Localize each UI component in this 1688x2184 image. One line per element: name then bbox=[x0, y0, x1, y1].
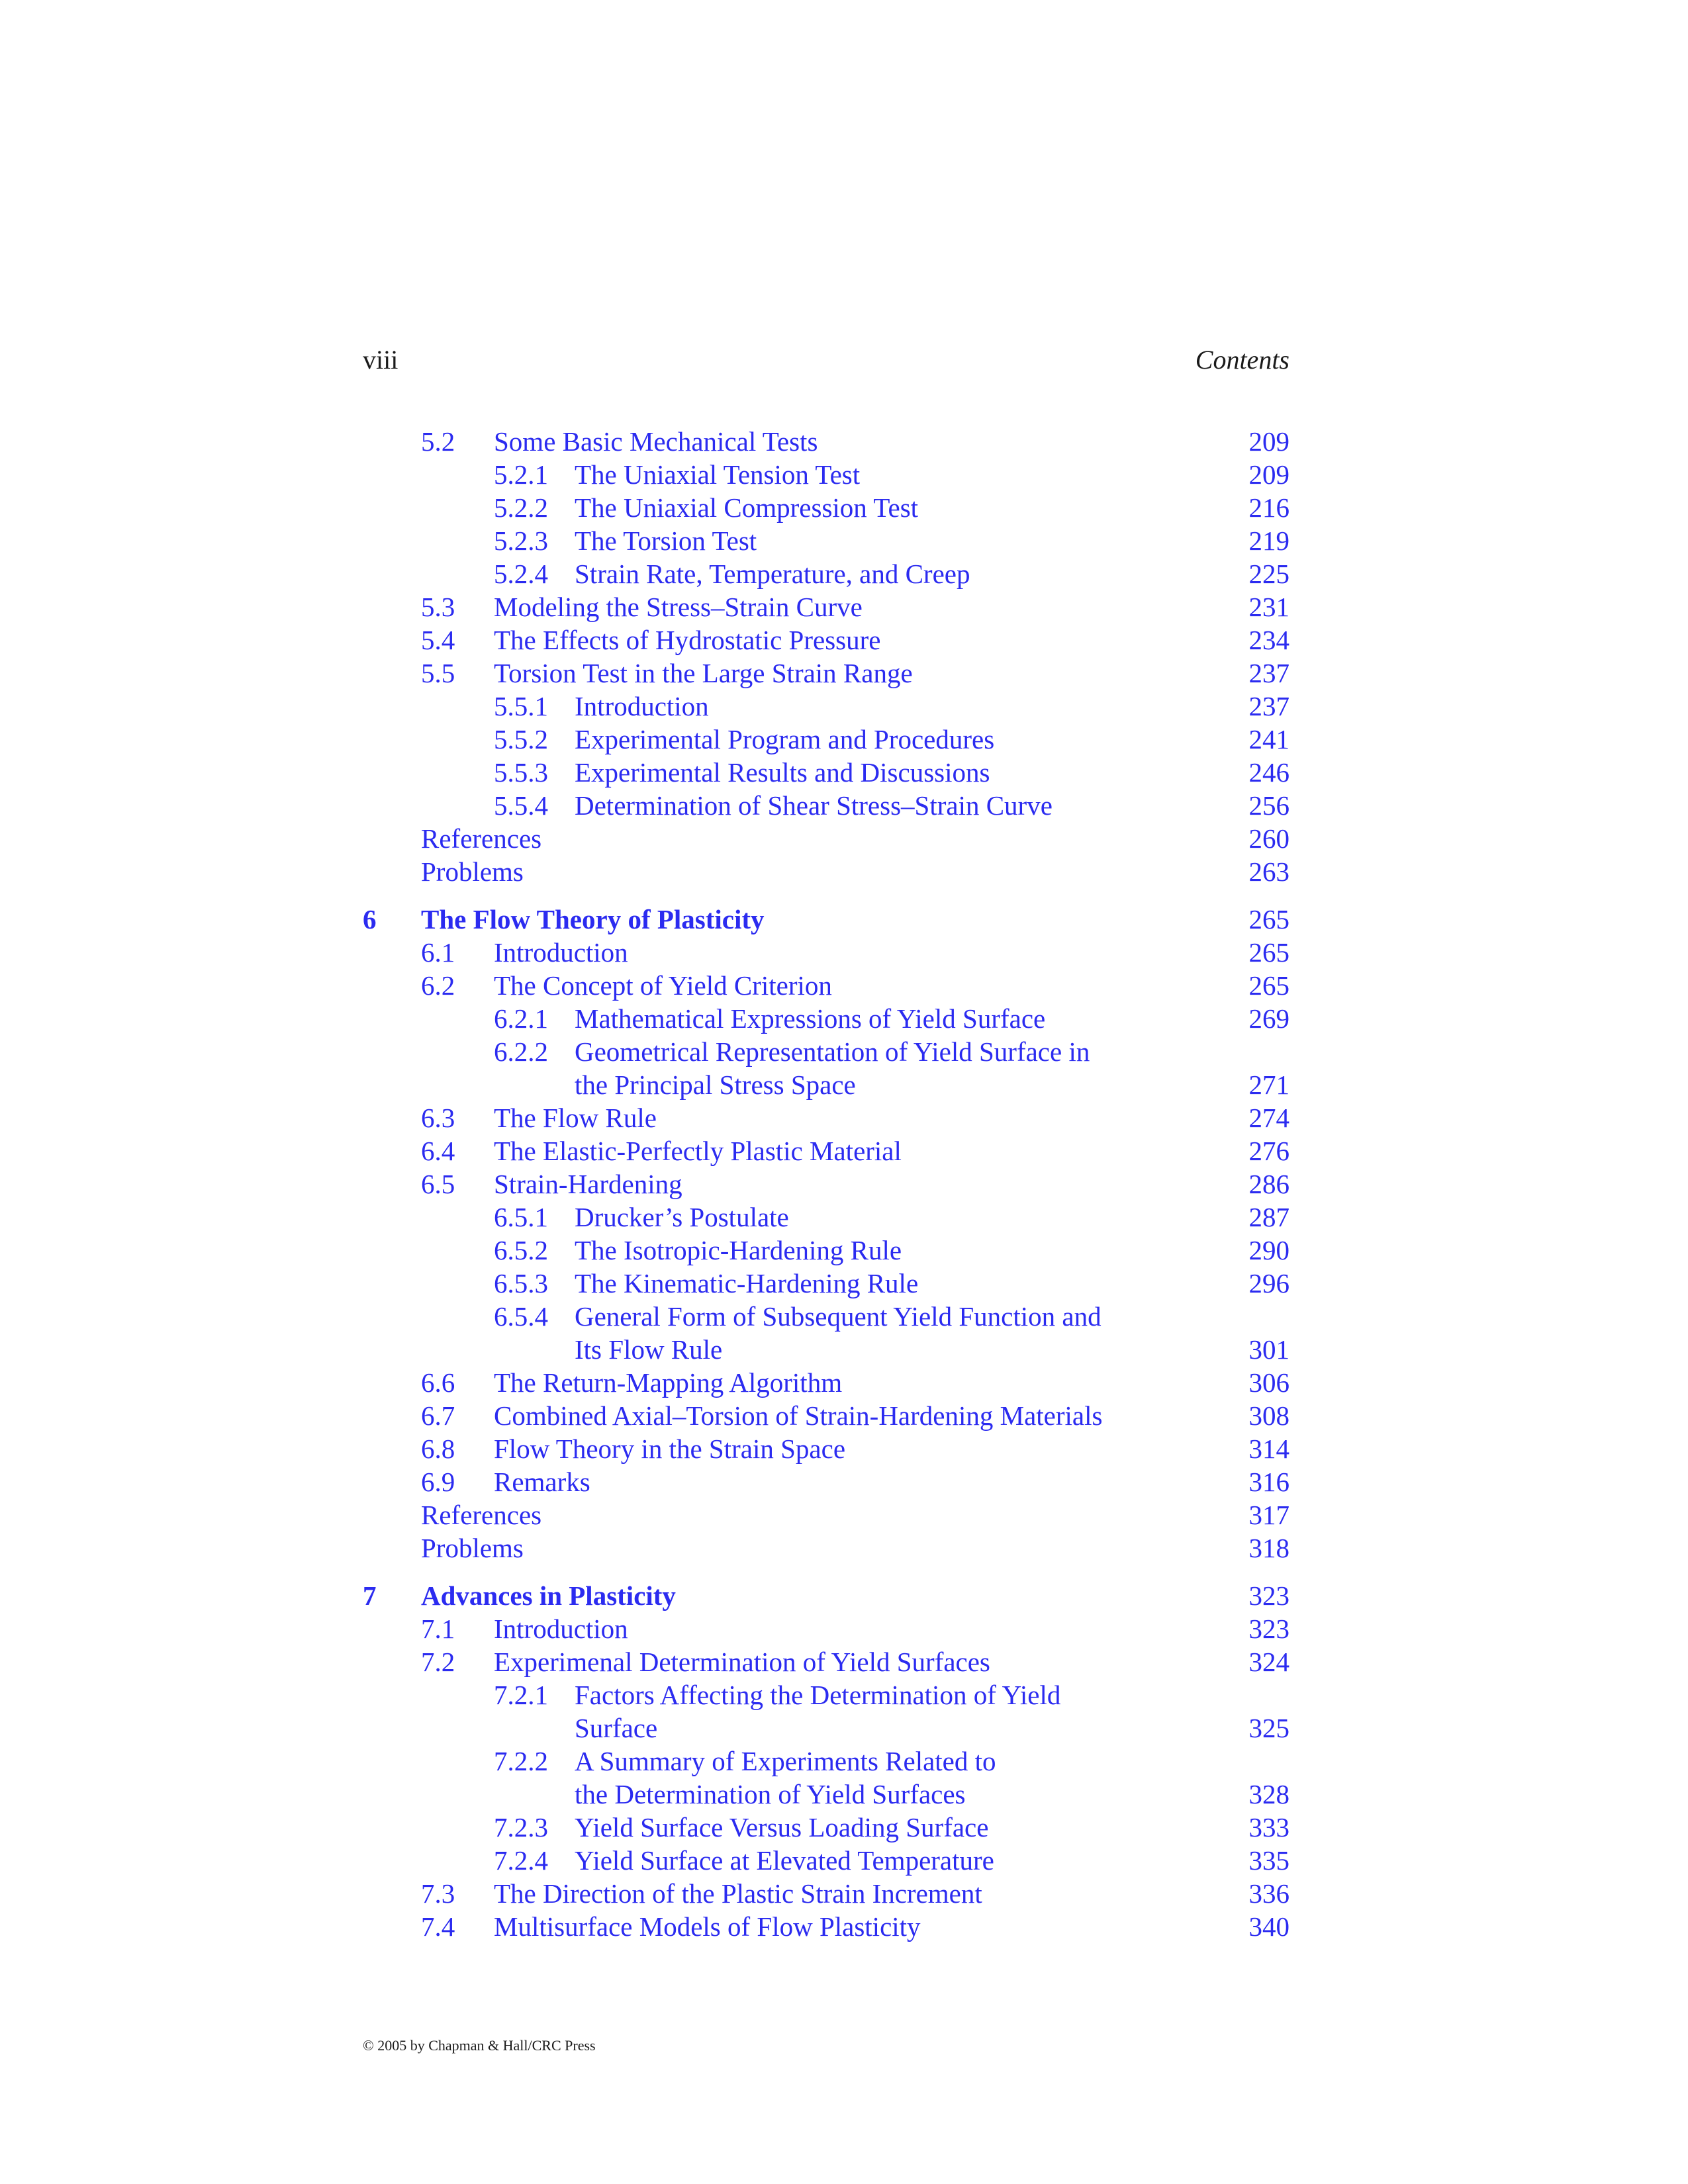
toc-entry-title bbox=[494, 425, 818, 458]
toc-entry-title bbox=[494, 1612, 628, 1645]
toc-entry-title bbox=[421, 1498, 541, 1531]
toc-entry-title-line: The Effects of Hydrostatic Pressure bbox=[494, 625, 881, 655]
toc-entry-number: 6.5.2 bbox=[494, 1235, 548, 1265]
toc-entry-number: 5.5.4 bbox=[494, 790, 548, 821]
toc-entry-title bbox=[421, 822, 541, 855]
toc-entry-title bbox=[494, 1877, 982, 1910]
toc-entry-sub[interactable] bbox=[363, 1201, 1289, 1234]
toc-entry-number: 5.2 bbox=[421, 426, 455, 457]
toc-entry-page-number: 269 bbox=[1248, 1003, 1289, 1034]
toc-entry-title-line: General Form of Subsequent Yield Function and bbox=[575, 1301, 1102, 1332]
toc-entry-sub[interactable] bbox=[363, 1002, 1289, 1035]
toc-entry-backmatter[interactable] bbox=[363, 855, 1289, 888]
toc-entry-title-line: Mathematical Expressions of Yield Surface bbox=[575, 1003, 1046, 1034]
toc-entry-number: 6.5.1 bbox=[494, 1202, 548, 1232]
toc-entry-number: 5.5.3 bbox=[494, 757, 548, 788]
copyright-footer: © 2005 by Chapman & Hall/CRC Press bbox=[363, 2037, 596, 2054]
toc-entry-page-number: 209 bbox=[1248, 426, 1289, 457]
toc-entry-title bbox=[494, 623, 880, 657]
toc-entry-number: 7.2.1 bbox=[494, 1680, 548, 1710]
toc-entry-title bbox=[421, 1531, 524, 1565]
page-folio: viii bbox=[363, 345, 399, 375]
toc-entry-title bbox=[575, 1300, 1102, 1366]
toc-entry-title-line: Introduction bbox=[494, 937, 628, 968]
toc-entry-sub[interactable] bbox=[363, 1844, 1289, 1877]
toc-entry-title-line: A Summary of Experiments Related to bbox=[575, 1746, 996, 1776]
toc-entry-title-line: The Torsion Test bbox=[575, 525, 757, 556]
toc-entry-page-number: 314 bbox=[1248, 1433, 1289, 1464]
toc-entry-title bbox=[575, 723, 994, 756]
toc-entry-page-number: 306 bbox=[1248, 1367, 1289, 1398]
toc-entry-chapter[interactable] bbox=[363, 1579, 1289, 1612]
toc-entry-page-number: 265 bbox=[1248, 904, 1289, 934]
toc-entry-number: 6.9 bbox=[421, 1467, 455, 1497]
toc-entry-title-line: Remarks bbox=[494, 1467, 590, 1497]
toc-entry-page-number: 216 bbox=[1248, 492, 1289, 523]
toc-entry-title-line: Problems bbox=[421, 856, 524, 887]
toc-entry-title bbox=[494, 590, 863, 623]
toc-entry-page-number: 241 bbox=[1248, 724, 1289, 754]
toc-entry-number: 6.5 bbox=[421, 1169, 455, 1199]
toc-entry-sub[interactable] bbox=[363, 789, 1289, 822]
toc-entry-number: 6.2 bbox=[421, 970, 455, 1001]
toc-entry-page-number: 324 bbox=[1248, 1647, 1289, 1677]
toc-entry-section[interactable] bbox=[363, 657, 1289, 690]
toc-entry-page-number: 219 bbox=[1248, 525, 1289, 556]
toc-entry-number: 6 bbox=[363, 904, 377, 934]
toc-entry-page-number: 265 bbox=[1248, 970, 1289, 1001]
toc-entry-title bbox=[575, 1201, 789, 1234]
toc-entry-title-line: Determination of Shear Stress–Strain Curve bbox=[575, 790, 1053, 821]
toc-entry-page-number: 225 bbox=[1248, 559, 1289, 589]
running-title: Contents bbox=[1195, 345, 1289, 375]
toc-entry-sub[interactable] bbox=[363, 1234, 1289, 1267]
toc-entry-title-line: The Direction of the Plastic Strain Increment bbox=[494, 1878, 982, 1909]
toc-entry-number: 7.2.3 bbox=[494, 1812, 548, 1843]
toc-entry-number: 7.2 bbox=[421, 1647, 455, 1677]
toc-entry-sub[interactable] bbox=[363, 723, 1289, 756]
running-head bbox=[363, 344, 1289, 384]
toc-entry-page-number: 301 bbox=[1248, 1334, 1289, 1365]
toc-entry-title-continuation: Surface bbox=[575, 1713, 658, 1743]
toc-entry-chapter[interactable] bbox=[363, 903, 1289, 936]
toc-entry-title-line: Geometrical Representation of Yield Surface in bbox=[575, 1036, 1090, 1067]
toc-entry-page-number: 308 bbox=[1248, 1400, 1289, 1431]
toc-entry-number: 6.5.3 bbox=[494, 1268, 548, 1298]
toc-entry-title-line: Strain-Hardening bbox=[494, 1169, 682, 1199]
toc-entry-section[interactable] bbox=[363, 1366, 1289, 1399]
toc-entry-section[interactable] bbox=[363, 1101, 1289, 1134]
toc-entry-number: 6.8 bbox=[421, 1433, 455, 1464]
toc-entry-number: 6.7 bbox=[421, 1400, 455, 1431]
toc-entry-section[interactable] bbox=[363, 1432, 1289, 1465]
toc-entry-page-number: 333 bbox=[1248, 1812, 1289, 1843]
toc-entry-title-continuation: the Principal Stress Space bbox=[575, 1069, 856, 1100]
toc-entry-page-number: 328 bbox=[1248, 1779, 1289, 1809]
toc-entry-title-line: Modeling the Stress–Strain Curve bbox=[494, 592, 863, 622]
toc-entry-number: 5.5 bbox=[421, 658, 455, 688]
toc-entry-title-line: Introduction bbox=[575, 691, 709, 721]
toc-entry-title bbox=[575, 1267, 918, 1300]
toc-entry-section[interactable] bbox=[363, 969, 1289, 1002]
toc-entry-title-line: Yield Surface at Elevated Temperature bbox=[575, 1845, 994, 1876]
toc-entry-page-number: 237 bbox=[1248, 691, 1289, 721]
toc-entry-sub[interactable] bbox=[363, 1300, 1289, 1366]
toc-entry-title-line: Some Basic Mechanical Tests bbox=[494, 426, 818, 457]
toc-entry-page-number: 323 bbox=[1248, 1614, 1289, 1644]
toc-entry-number: 7.2.2 bbox=[494, 1746, 548, 1776]
toc-entry-page-number: 231 bbox=[1248, 592, 1289, 622]
toc-entry-title-continuation: the Determination of Yield Surfaces bbox=[575, 1779, 966, 1809]
toc-entry-title-line: Strain Rate, Temperature, and Creep bbox=[575, 559, 970, 589]
toc-entry-page-number: 271 bbox=[1248, 1069, 1289, 1100]
toc-entry-sub[interactable] bbox=[363, 1035, 1289, 1101]
toc-entry-number: 7.4 bbox=[421, 1911, 455, 1942]
toc-entry-number: 7 bbox=[363, 1580, 377, 1611]
toc-entry-title bbox=[575, 1035, 1090, 1101]
toc-entry-page-number: 318 bbox=[1248, 1533, 1289, 1563]
toc-entry-title bbox=[575, 458, 860, 491]
toc-entry-sub[interactable] bbox=[363, 458, 1289, 491]
toc-entry-title-line: The Return-Mapping Algorithm bbox=[494, 1367, 843, 1398]
toc-entry-section[interactable] bbox=[363, 1134, 1289, 1167]
toc-entry-page-number: 274 bbox=[1248, 1103, 1289, 1133]
toc-entry-section[interactable] bbox=[363, 590, 1289, 623]
toc-entry-title-line: The Elastic-Perfectly Plastic Material bbox=[494, 1136, 902, 1166]
toc-entry-title bbox=[494, 936, 628, 969]
toc-entry-title-line: The Uniaxial Compression Test bbox=[575, 492, 919, 523]
toc-entry-title bbox=[494, 1134, 902, 1167]
toc-entry-section[interactable] bbox=[363, 1465, 1289, 1498]
toc-entry-sub[interactable] bbox=[363, 1811, 1289, 1844]
toc-entry-page-number: 287 bbox=[1248, 1202, 1289, 1232]
toc-entry-backmatter[interactable] bbox=[363, 1531, 1289, 1565]
toc-entry-title-line: The Concept of Yield Criterion bbox=[494, 970, 832, 1001]
toc-entry-number: 6.2.1 bbox=[494, 1003, 548, 1034]
toc-entry-title-line: Experimental Program and Procedures bbox=[575, 724, 995, 754]
toc-entry-page-number: 335 bbox=[1248, 1845, 1289, 1876]
toc-entry-number: 6.6 bbox=[421, 1367, 455, 1398]
toc-entry-section[interactable] bbox=[363, 425, 1289, 458]
toc-entry-page-number: 286 bbox=[1248, 1169, 1289, 1199]
toc-entry-page-number: 260 bbox=[1248, 823, 1289, 854]
toc-entry-title bbox=[421, 855, 524, 888]
toc-entry-number: 6.5.4 bbox=[494, 1301, 548, 1332]
table-of-contents bbox=[363, 425, 1289, 1943]
toc-entry-title bbox=[575, 789, 1053, 822]
toc-entry-title bbox=[421, 903, 765, 936]
toc-entry-title bbox=[494, 657, 913, 690]
toc-entry-title-line: Torsion Test in the Large Strain Range bbox=[494, 658, 913, 688]
toc-entry-number: 7.3 bbox=[421, 1878, 455, 1909]
toc-entry-title bbox=[575, 1002, 1045, 1035]
toc-entry-title-line: References bbox=[421, 1500, 542, 1530]
toc-entry-section[interactable] bbox=[363, 1612, 1289, 1645]
toc-entry-title-line: Factors Affecting the Determination of Yield bbox=[575, 1680, 1061, 1710]
toc-entry-page-number: 246 bbox=[1248, 757, 1289, 788]
toc-entry-number: 5.5.1 bbox=[494, 691, 548, 721]
toc-entry-page-number: 209 bbox=[1248, 459, 1289, 490]
toc-entry-section[interactable] bbox=[363, 623, 1289, 657]
toc-entry-title-line: The Kinematic-Hardening Rule bbox=[575, 1268, 919, 1298]
toc-entry-number: 6.2.2 bbox=[494, 1036, 548, 1067]
toc-entry-title bbox=[494, 1910, 921, 1943]
toc-entry-title bbox=[575, 690, 709, 723]
toc-entry-page-number: 237 bbox=[1248, 658, 1289, 688]
toc-entry-page-number: 276 bbox=[1248, 1136, 1289, 1166]
toc-entry-title bbox=[494, 1167, 682, 1201]
toc-entry-title-continuation: Its Flow Rule bbox=[575, 1334, 723, 1365]
toc-entry-title bbox=[575, 1844, 994, 1877]
toc-entry-section[interactable] bbox=[363, 1645, 1289, 1678]
page bbox=[363, 344, 1289, 1943]
toc-entry-number: 6.4 bbox=[421, 1136, 455, 1166]
toc-entry-title-line: Problems bbox=[421, 1533, 524, 1563]
toc-entry-number: 7.1 bbox=[421, 1614, 455, 1644]
toc-entry-title-line: References bbox=[421, 823, 542, 854]
toc-entry-number: 5.2.1 bbox=[494, 459, 548, 490]
toc-entry-page-number: 290 bbox=[1248, 1235, 1289, 1265]
toc-entry-title-line: Experimental Results and Discussions bbox=[575, 757, 990, 788]
toc-entry-title bbox=[575, 1745, 996, 1811]
toc-entry-page-number: 296 bbox=[1248, 1268, 1289, 1298]
toc-entry-page-number: 323 bbox=[1248, 1580, 1289, 1611]
toc-entry-title bbox=[494, 969, 832, 1002]
toc-entry-page-number: 265 bbox=[1248, 937, 1289, 968]
toc-entry-title-line: Flow Theory in the Strain Space bbox=[494, 1433, 846, 1464]
toc-entry-section[interactable] bbox=[363, 1910, 1289, 1943]
toc-entry-title bbox=[494, 1432, 845, 1465]
toc-entry-backmatter[interactable] bbox=[363, 822, 1289, 855]
toc-entry-title-line: The Uniaxial Tension Test bbox=[575, 459, 861, 490]
toc-entry-sub[interactable] bbox=[363, 1678, 1289, 1745]
toc-entry-number: 5.3 bbox=[421, 592, 455, 622]
toc-entry-title bbox=[575, 1234, 902, 1267]
toc-entry-sub[interactable] bbox=[363, 690, 1289, 723]
toc-entry-title-line: Yield Surface Versus Loading Surface bbox=[575, 1812, 989, 1843]
toc-entry-sub[interactable] bbox=[363, 491, 1289, 524]
toc-entry-title-line: Advances in Plasticity bbox=[421, 1580, 676, 1611]
toc-entry-section[interactable] bbox=[363, 1167, 1289, 1201]
toc-entry-sub[interactable] bbox=[363, 1745, 1289, 1811]
toc-entry-title bbox=[575, 557, 970, 590]
toc-entry-page-number: 263 bbox=[1248, 856, 1289, 887]
toc-entry-title bbox=[494, 1645, 990, 1678]
toc-entry-title bbox=[494, 1465, 590, 1498]
toc-entry-title bbox=[575, 524, 757, 557]
toc-entry-title-line: The Isotropic-Hardening Rule bbox=[575, 1235, 902, 1265]
toc-entry-title bbox=[575, 1678, 1060, 1745]
toc-entry-number: 5.5.2 bbox=[494, 724, 548, 754]
toc-entry-page-number: 316 bbox=[1248, 1467, 1289, 1497]
toc-entry-title bbox=[494, 1366, 842, 1399]
toc-entry-title bbox=[421, 1579, 676, 1612]
toc-entry-sub[interactable] bbox=[363, 557, 1289, 590]
toc-entry-page-number: 317 bbox=[1248, 1500, 1289, 1530]
toc-entry-title bbox=[575, 1811, 988, 1844]
toc-entry-page-number: 256 bbox=[1248, 790, 1289, 821]
toc-entry-sub[interactable] bbox=[363, 1267, 1289, 1300]
toc-entry-title-line: The Flow Rule bbox=[494, 1103, 657, 1133]
toc-entry-title-line: Multisurface Models of Flow Plasticity bbox=[494, 1911, 921, 1942]
toc-entry-sub[interactable] bbox=[363, 756, 1289, 789]
toc-entry-title-line: Experimenal Determination of Yield Surfaces bbox=[494, 1647, 990, 1677]
toc-entry-title bbox=[494, 1101, 657, 1134]
toc-entry-title-line: Combined Axial–Torsion of Strain-Hardening Materials bbox=[494, 1400, 1103, 1431]
toc-entry-section[interactable] bbox=[363, 1399, 1289, 1432]
toc-entry-page-number: 234 bbox=[1248, 625, 1289, 655]
toc-entry-title-line: The Flow Theory of Plasticity bbox=[421, 904, 765, 934]
toc-entry-title bbox=[575, 491, 918, 524]
toc-entry-number: 7.2.4 bbox=[494, 1845, 548, 1876]
toc-entry-number: 6.1 bbox=[421, 937, 455, 968]
toc-entry-number: 5.2.3 bbox=[494, 525, 548, 556]
toc-entry-page-number: 325 bbox=[1248, 1713, 1289, 1743]
toc-entry-title-line: Drucker’s Postulate bbox=[575, 1202, 789, 1232]
toc-entry-number: 6.3 bbox=[421, 1103, 455, 1133]
toc-entry-page-number: 336 bbox=[1248, 1878, 1289, 1909]
toc-entry-section[interactable] bbox=[363, 1877, 1289, 1910]
toc-entry-page-number: 340 bbox=[1248, 1911, 1289, 1942]
toc-entry-title bbox=[575, 756, 990, 789]
toc-entry-number: 5.2.4 bbox=[494, 559, 548, 589]
toc-entry-section[interactable] bbox=[363, 936, 1289, 969]
toc-entry-sub[interactable] bbox=[363, 524, 1289, 557]
toc-entry-title-line: Introduction bbox=[494, 1614, 628, 1644]
toc-entry-title bbox=[494, 1399, 1102, 1432]
toc-entry-backmatter[interactable] bbox=[363, 1498, 1289, 1531]
toc-entry-number: 5.4 bbox=[421, 625, 455, 655]
toc-entry-number: 5.2.2 bbox=[494, 492, 548, 523]
